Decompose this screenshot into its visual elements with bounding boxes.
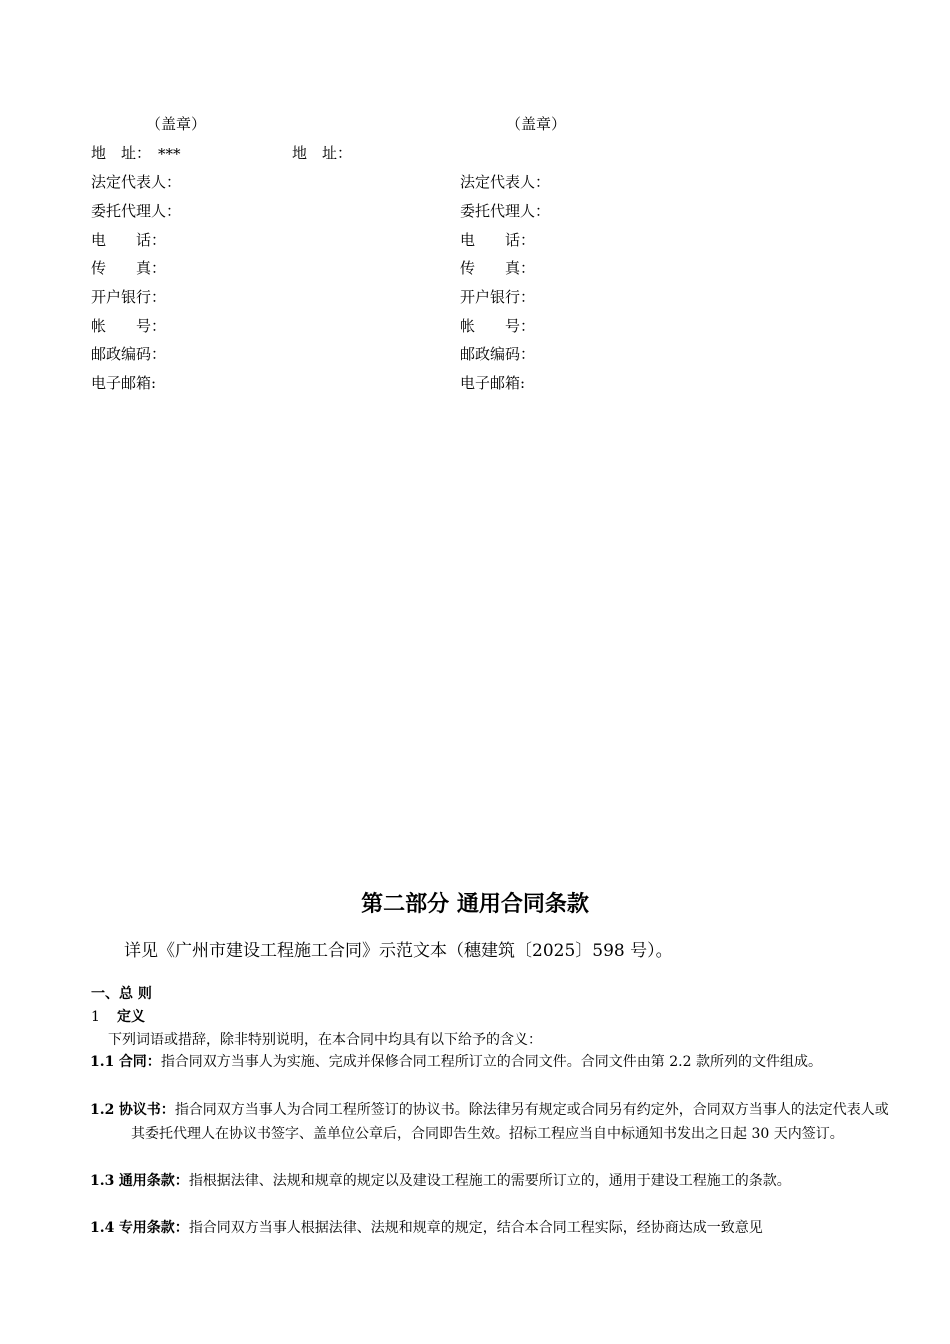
definition-text: 指合同双方当事人为合同工程所签订的协议书。除法律另有规定或合同另有约定外，合同双方当事人的法定代表人或其委托代理人在协议书签字、盖单位公章后，合同即告生效。招标工程应当自中标通知书发出之日起 30 天内签订。 [131, 1102, 889, 1142]
definition-number: 1.2 [90, 1102, 115, 1118]
left-agent-label: 委托代理人： [91, 202, 182, 220]
part-two-title: 第二部分 通用合同条款 [361, 891, 589, 917]
right-email-label: 电子邮箱: [460, 374, 526, 392]
definition-text: 指合同双方当事人为实施、完成并保修合同工程所订立的合同文件。合同文件由第 2.2 款所列的文件组成。 [160, 1054, 822, 1070]
right-legal-rep-label: 法定代表人： [460, 173, 551, 191]
definition-text: 指合同双方当事人根据法律、法规和规章的规定，结合本合同工程实际，经协商达成一致意见 [188, 1220, 763, 1236]
right-postcode-label: 邮政编码： [460, 345, 536, 363]
definition-1-2 [90, 1098, 901, 1146]
definition-term: 通用条款： [118, 1173, 189, 1189]
left-account-label: 帐 号： [91, 317, 167, 335]
definition-text: 指根据法律、法规和规章的规定以及建设工程施工的需要所订立的，通用于建设工程施工的条款。 [188, 1173, 791, 1189]
definitions-lead: 下列词语或措辞，除非特别说明，在本合同中均具有以下给予的含义： [108, 1032, 542, 1048]
right-agent-label: 委托代理人： [460, 202, 551, 220]
left-email-label: 电子邮箱: [91, 374, 157, 392]
left-address-value: *** [158, 145, 181, 163]
middle-address-label: 地 址： [292, 144, 353, 162]
right-account-label: 帐 号： [460, 317, 536, 335]
definition-term: 协议书： [118, 1102, 175, 1118]
left-address-label: 地 址： [91, 144, 152, 162]
left-phone-label: 电 话： [91, 231, 167, 249]
subsection-title: 定义 [117, 1009, 145, 1025]
definition-number: 1.3 [90, 1173, 115, 1189]
left-bank-label: 开户银行： [91, 288, 167, 306]
subsection-number: 1 [91, 1009, 100, 1025]
left-legal-rep-label: 法定代表人： [91, 173, 182, 191]
definition-1-4 [90, 1216, 901, 1240]
left-fax-label: 传 真： [91, 259, 167, 277]
definition-term: 专用条款： [118, 1220, 189, 1236]
part-two-intro: 详见《广州市建设工程施工合同》示范文本（穗建筑〔2025〕598 号）。 [124, 941, 673, 961]
right-fax-label: 传 真： [460, 259, 536, 277]
definition-number: 1.1 [90, 1054, 115, 1070]
left-postcode-label: 邮政编码： [91, 345, 167, 363]
definition-1-3 [90, 1169, 901, 1193]
right-bank-label: 开户银行： [460, 288, 536, 306]
definition-term: 合同： [118, 1054, 161, 1070]
definition-number: 1.4 [90, 1220, 115, 1236]
definition-1-1 [90, 1050, 901, 1074]
left-seal-label: （盖章） [146, 115, 207, 133]
right-seal-label: （盖章） [506, 115, 567, 133]
section-heading: 一、总 则 [91, 986, 152, 1002]
right-phone-label: 电 话： [460, 231, 536, 249]
